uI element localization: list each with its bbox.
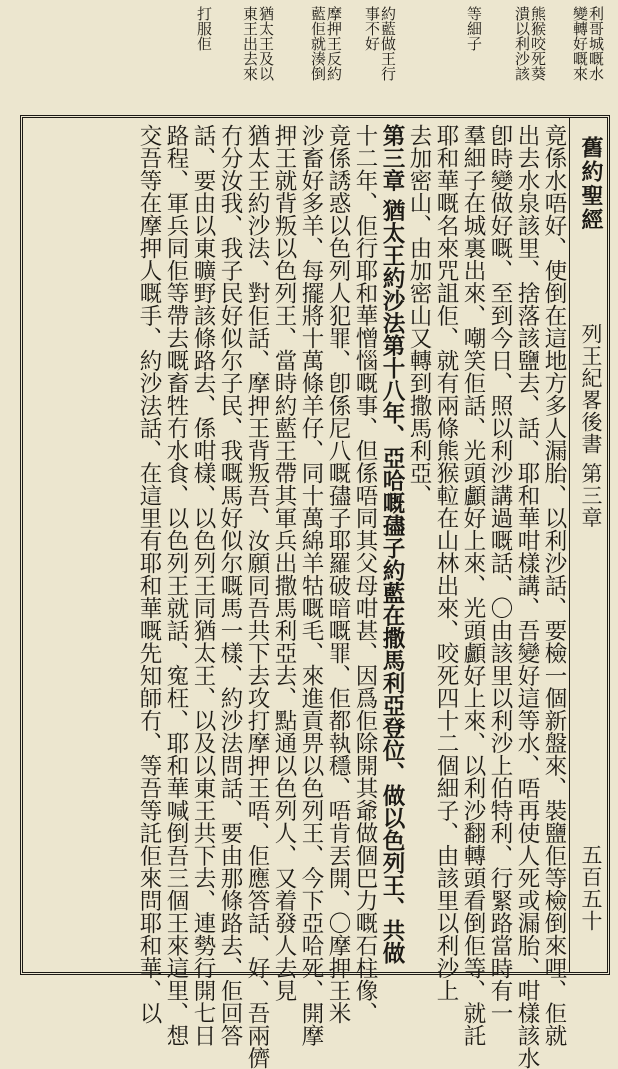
text-line: 卽時變做好嘅、至到今日、照以利沙講過嘅話、〇由該里以利沙上伯特利、行緊路當時有一 — [487, 124, 513, 1024]
headnotes — [186, 6, 604, 110]
headnote — [364, 6, 396, 110]
book-title: 舊約聖經 — [578, 136, 604, 232]
scripture-text — [27, 124, 567, 1069]
headnote-column: 潰以利沙該 — [513, 6, 531, 81]
headnote — [310, 6, 342, 110]
text-line: 出去水泉該里、捨落該鹽去、話、耶和華咁樣講、吾變好這等水、唔再使人死或漏胎、咁樣該水 — [514, 124, 540, 1069]
text-line: 押王就背叛以色列王、當時約藍王帶其軍兵出撒馬利亞去、點通以色列人、又着發人去見 — [271, 124, 297, 1002]
running-header — [569, 118, 607, 972]
text-frame — [20, 115, 610, 1069]
text-line: 交吾等在摩押人嘅手、約沙法話、在這里有耶和華嘅先知師冇、等吾等託佢來問耶和華、以 — [136, 124, 162, 1024]
text-line: 竟係誘惑以色列人犯罪、卽係尼八嘅孻子耶羅破暗嘅罪、佢都執穩、唔肯丟開、〇摩押王米 — [325, 124, 351, 1024]
headnote-column: 打服佢 — [195, 6, 213, 51]
headnote-column: 東王出去來 — [241, 6, 259, 81]
text-line: 去加密山、由加密山又轉到撒馬利亞、 — [406, 124, 432, 507]
headnote — [196, 6, 212, 110]
headnote — [466, 6, 482, 110]
headnote-column: 約藍做王行 — [379, 6, 397, 81]
chapter-heading: 列王紀畧後書 第三章 — [579, 323, 603, 529]
headnote-column: 猶太王及以 — [257, 6, 275, 81]
text-line: 十二年、佢行耶和華憎惱嘅事、但係唔同其父母咁甚、因爲佢除開其爺做個巴力嘅石柱像、 — [352, 124, 378, 1024]
headnote-column: 事不好 — [363, 6, 381, 51]
text-line: 猶太王約沙法、對佢話、摩押王背叛吾、汝願同吾共下去攻打摩押王唔、佢應答話、好、吾兩儕 — [244, 124, 270, 1069]
headnote-column: 熊猴咬死葵 — [529, 6, 547, 81]
text-line: 路程、軍兵同佢等帶去嘅畜牲冇水食、以色列王就話、寃枉、耶和華喊倒吾三個王來這里、想 — [163, 124, 189, 1047]
text-line: 話、要由以東曠野該條路去、係咁樣、以色列王同猶太王、以及以東王共下去、連勢行開七日 — [190, 124, 216, 1047]
text-line: 冇分汝我、我子民好似尔子民、我嘅馬好似尔嘅馬一樣、約沙法問話、要由那條路去、佢回答 — [217, 124, 243, 1047]
headnote — [514, 6, 546, 110]
headnote — [572, 6, 604, 110]
text-line: 羣細子在城裏出來、嘲笑佢話、光頭顱好上來、光頭顱好上來、以利沙翻轉頭看倒佢等、就託 — [460, 124, 486, 1047]
page-number: 五百五十 — [579, 844, 603, 932]
headnote-column: 利哥城嘅水 — [587, 6, 605, 81]
headnote-column: 摩押王反約 — [325, 6, 343, 81]
headnote-column: 等細子 — [465, 6, 483, 51]
headnote-column: 藍佢就湊倒 — [309, 6, 327, 81]
headnote-column: 變轉好嘅來 — [571, 6, 589, 81]
text-line: 耶和華嘅名來咒詛佢、就有兩條熊猴𨋢在山林出來、咬死四十二個細子、由該里以利沙上 — [433, 124, 459, 1002]
text-line: 竟係水唔好、使倒在這地方多人漏胎、以利沙話、要檢一個新盤來、裝鹽佢等檢倒來哩、佢就 — [541, 124, 567, 1047]
chapter-start-line: 第三章 猶太王約沙法第十八年、亞哈嘅孻子約藍在撒馬利亞登位、做以色列王、共做 — [379, 124, 405, 965]
text-line: 沙畜好多羊、每擺將十萬條羊仔、同十萬綿羊牯嘅毛、來進貢畀以色列王、今下亞哈死、開摩 — [298, 124, 324, 1047]
headnote — [242, 6, 274, 110]
